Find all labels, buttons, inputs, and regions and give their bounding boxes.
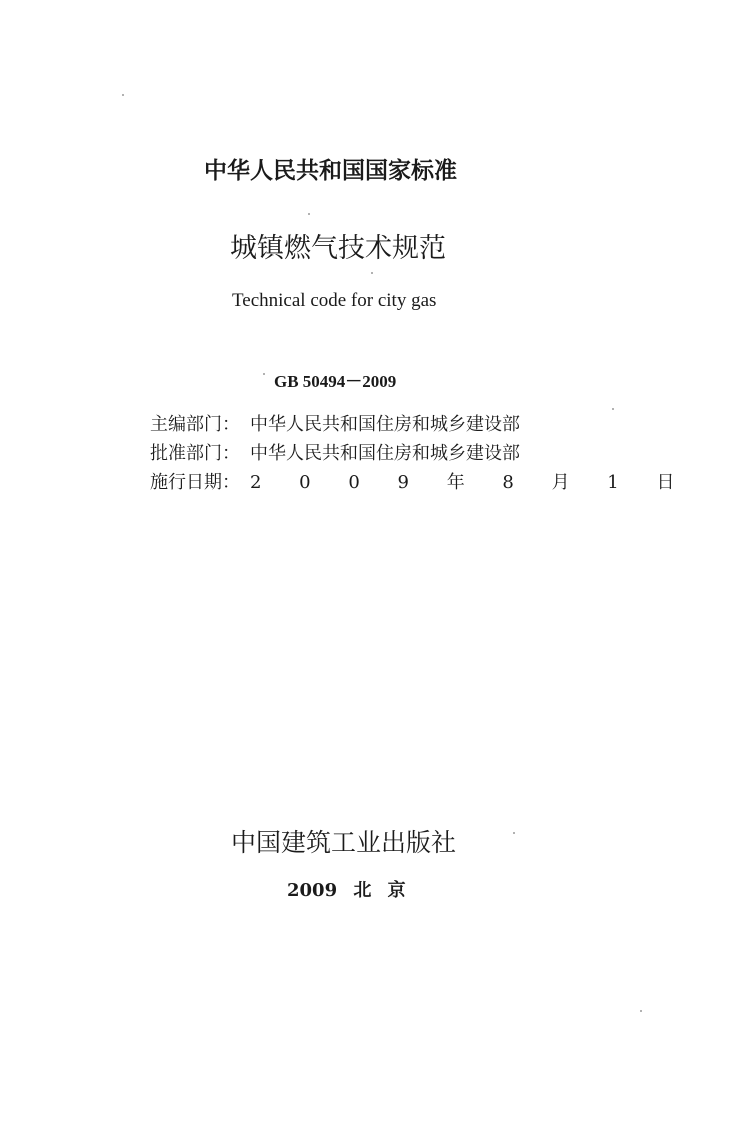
standard-number: GB 50494－2009 (274, 372, 397, 391)
scan-speck (640, 1010, 642, 1012)
info-label: 批准部门： (150, 443, 240, 464)
info-value: 中华人民共和国住房和城乡建设部 (250, 414, 520, 435)
info-row-effective-date (150, 468, 691, 497)
english-title: Technical code for city gas (232, 290, 437, 311)
info-value: 中华人民共和国住房和城乡建设部 (250, 443, 520, 464)
scan-speck (371, 272, 373, 274)
scan-speck (612, 408, 614, 410)
series-title: 中华人民共和国国家标准 (204, 158, 457, 184)
info-row-editor (150, 410, 691, 439)
scan-speck (122, 94, 124, 96)
info-row-approver (150, 439, 691, 468)
info-label: 施行日期： (150, 472, 240, 493)
place-year: 2009 北 京 (287, 880, 406, 901)
scan-speck (263, 373, 265, 375)
info-value: 2 0 0 9 年 8 月 1 日 (250, 472, 691, 493)
scan-speck (308, 213, 310, 215)
info-label: 主编部门： (150, 414, 240, 435)
scan-speck (513, 832, 515, 834)
main-title: 城镇燃气技术规范 (230, 233, 446, 264)
info-block (150, 410, 691, 497)
publisher-name: 中国建筑工业出版社 (231, 828, 457, 857)
